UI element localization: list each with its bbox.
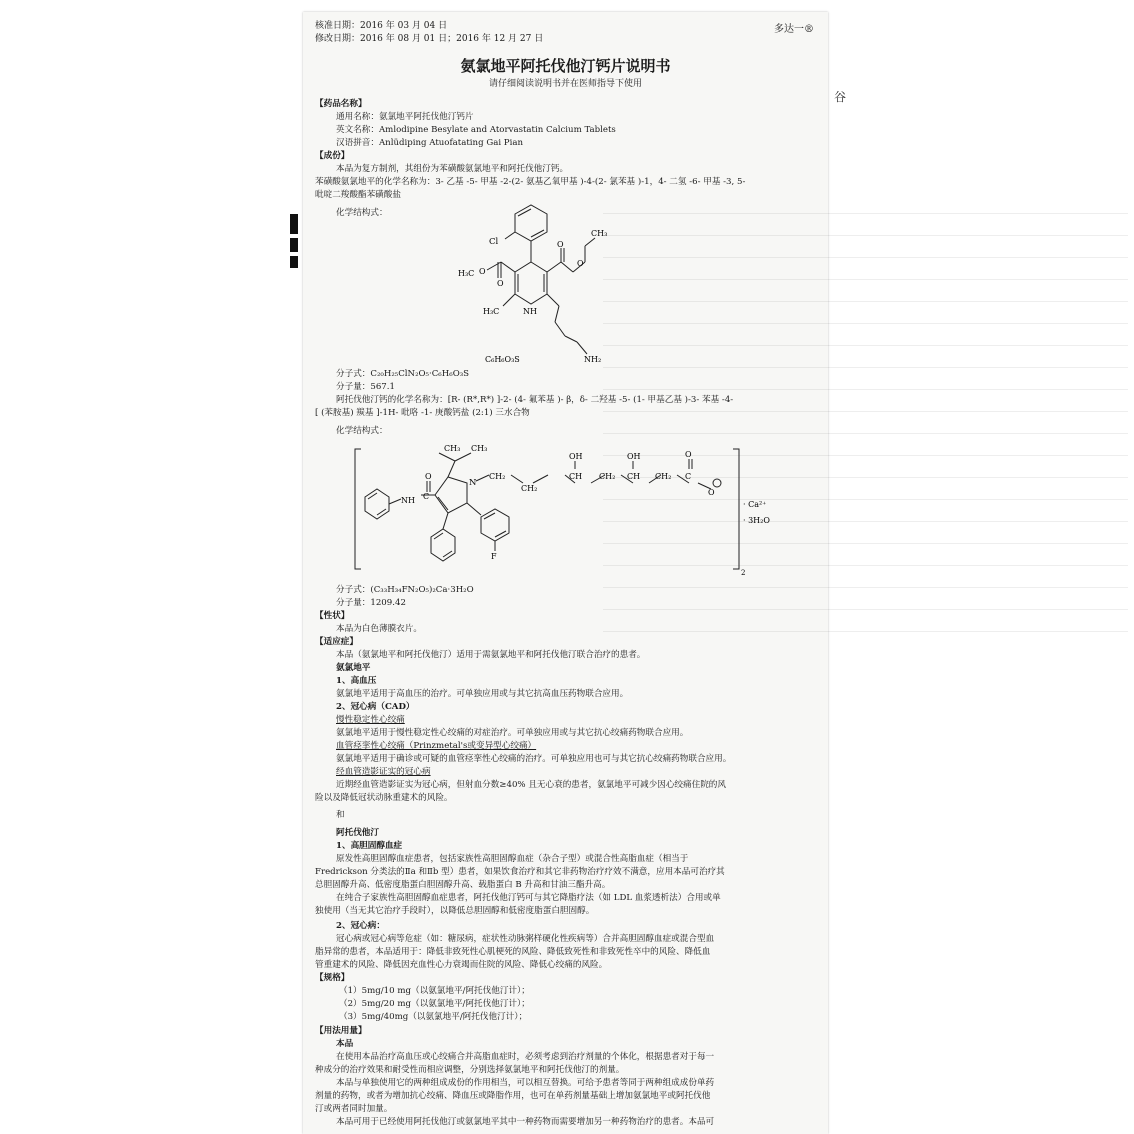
- angiography-title: 经血管造影证实的冠心病: [336, 767, 431, 777]
- composition-line: 吡啶二羧酸酯苯磺酸盐: [315, 190, 401, 200]
- english-name: 英文名称：Amlodipine Besylate and Atorvastatin Calcium Tablets: [336, 125, 616, 135]
- spec-item: （1）5mg/10 mg（以氨氯地平/阿托伐他汀计）；: [339, 986, 530, 996]
- dosage-text: 汀或两者同时加量。: [315, 1104, 393, 1114]
- subheading-this-product: 本品: [336, 1039, 354, 1049]
- hypercholesterolemia-text: Fredrickson 分类法的Ⅱa 和Ⅱb 型）患者，如果饮食治疗和其它非药物治疗疗效不满意，应用本品可治疗其: [315, 867, 725, 877]
- stable-angina-text: 氨氯地平适用于慢性稳定性心绞痛的对症治疗。可单独应用或与其它抗心绞痛药物联合应用。: [336, 728, 689, 738]
- chlorine-label: Cl: [489, 237, 499, 247]
- vasospastic-angina-title: 血管痉挛性心绞痛（Prinzmetal's或变异型心绞痛）: [336, 741, 537, 751]
- leaflet-page: [303, 12, 828, 1134]
- subscript-label: 2: [741, 569, 746, 577]
- oxygen-label: O: [685, 450, 692, 459]
- amlodipine-structure: [443, 202, 623, 367]
- nh-label: NH: [401, 496, 415, 505]
- subheading-hypercholesterolemia: 1、高胆固醇血症: [336, 841, 403, 851]
- angiography-text: 险以及降低冠状动脉重建术的风险。: [315, 793, 453, 803]
- ch2-label: CH₂: [599, 472, 616, 481]
- hypercholesterolemia-text: 原发性高胆固醇血症患者，包括家族性高胆固醇血症（杂合子型）或混合性高脂血症（相当于: [336, 854, 689, 864]
- fluorine-label: F: [491, 552, 497, 561]
- mw-atorvastatin: 分子量：1209.42: [336, 598, 406, 608]
- methyl-label: CH₃: [444, 444, 461, 453]
- document-subtitle: 请仔细阅读说明书并在医师指导下使用: [488, 79, 642, 89]
- subheading-chd: 2、冠心病：: [336, 921, 385, 931]
- structure-label: 化学结构式：: [336, 208, 388, 218]
- atorva-chem-name: [ (苯胺基) 羰基 ]-1H- 吡咯 -1- 庚酸钙盐 (2:1) 三水合物: [315, 408, 530, 418]
- chd-text: 冠心病或冠心病等危症（如：糖尿病，症状性动脉粥样硬化性疾病等）合并高胆固醇血症或混合型血: [336, 934, 715, 944]
- atorvastatin-structure: [343, 437, 813, 587]
- document-title: 氨氯地平阿托伐他汀钙片说明书: [460, 57, 671, 75]
- hydroxyl-label: OH: [627, 452, 641, 461]
- calcium-label: · Ca²⁺: [743, 500, 767, 509]
- formula-atorvastatin: 分子式：(C₃₃H₃₄FN₂O₅)₂Ca·3H₂O: [336, 585, 474, 595]
- approval-date: 核准日期：2016 年 03 月 04 日: [315, 21, 448, 31]
- subheading-atorvastatin: 阿托伐他汀: [336, 828, 379, 838]
- edge-fragment: 谷: [834, 90, 847, 104]
- ch2-label: CH₂: [489, 472, 506, 481]
- subheading-hypertension: 1、高血压: [336, 676, 377, 686]
- chd-text: 管重建术的风险、降低因充血性心力衰竭而住院的风险、降低心绞痛的风险。: [315, 960, 608, 970]
- dosage-text: 在使用本品治疗高血压或心绞痛合并高脂血症时，必须考虑到治疗剂量的个体化，根据患者对于每一: [336, 1052, 715, 1062]
- oxygen-label: O: [577, 259, 584, 268]
- oxygen-label: O: [479, 267, 486, 276]
- dosage-text: 本品与单独使用它的两种组成成份的作用相当，可以相互替换。可给予患者等同于两种组成成份单药: [336, 1078, 715, 1088]
- oxygen-label: O: [497, 279, 504, 288]
- scan-mark: [290, 214, 298, 234]
- dosage-text: 剂量的药物，或者为增加抗心绞痛、降血压或降脂作用，也可在单药剂量基础上增加氨氯地平或阿托伐他: [315, 1091, 711, 1101]
- oxygen-label: O: [425, 472, 432, 481]
- carbon-label: C: [423, 492, 430, 501]
- composition-line: 本品为复方制剂，其组份为苯磺酸氨氯地平和阿托伐他汀钙。: [336, 164, 569, 174]
- chd-text: 脂异常的患者，本品适用于：降低非致死性心肌梗死的风险、降低致死性和非致死性卒中的风险、降低血: [315, 947, 711, 957]
- subheading-cad: 2、冠心病（CAD）: [336, 702, 415, 712]
- spec-item: （3）5mg/40mg（以氨氯地平/阿托伐他汀计）；: [339, 1012, 528, 1022]
- oxygen-label: O: [557, 240, 564, 249]
- ch-label: CH: [627, 472, 641, 481]
- subheading-amlodipine: 氨氯地平: [336, 663, 371, 673]
- section-drug-name: 【药品名称】: [315, 99, 367, 109]
- indications-intro: 本品（氨氯地平和阿托伐他汀）适用于需氨氯地平和阿托伐他汀联合治疗的患者。: [336, 650, 646, 660]
- structure-label: 化学结构式：: [336, 426, 388, 436]
- vasospastic-angina-text: 氨氯地平适用于确诊或可疑的血管痉挛性心绞痛的治疗。可单独应用也可与其它抗心绞痛药物联合应用。: [336, 754, 732, 764]
- section-indications: 【适应症】: [315, 637, 358, 647]
- section-dosage: 【用法用量】: [315, 1026, 367, 1036]
- water-label: · 3H₂O: [743, 516, 770, 525]
- nh-label: NH: [523, 307, 537, 316]
- oxygen-label: O: [708, 488, 715, 497]
- pinyin-name: 汉语拼音：Anlüdiping Atuofatating Gai Pian: [336, 138, 523, 148]
- hypertension-text: 氨氯地平适用于高血压的治疗。可单独应用或与其它抗高血压药物联合应用。: [336, 689, 629, 699]
- scan-mark: [290, 238, 298, 252]
- dosage-text: 种成分的治疗效果和耐受性而相应调整，分别选择氨氯地平和阿托伐他汀的剂量。: [315, 1065, 625, 1075]
- methyl-ester-label: H₃C: [458, 269, 475, 278]
- ch-label: CH: [569, 472, 583, 481]
- formula-amlodipine: 分子式：C₂₀H₂₅ClN₂O₅·C₆H₆O₃S: [336, 369, 470, 379]
- nitrogen-label: N: [469, 478, 477, 488]
- ch2-label: CH₂: [521, 484, 538, 493]
- generic-name: 通用名称：氨氯地平阿托伐他汀钙片: [336, 112, 474, 122]
- scan-mark: [290, 256, 298, 268]
- besylate-label: C₆H₆O₃S: [485, 355, 520, 364]
- revision-date: 修改日期：2016 年 08 月 01 日；2016 年 12 月 27 日: [315, 34, 544, 44]
- angiography-text: 近期经血管造影证实为冠心病，但射血分数≥40% 且无心衰的患者，氨氯地平可减少因心绞痛住院的风: [336, 780, 726, 790]
- spec-item: （2）5mg/20 mg（以氨氯地平/阿托伐他汀计）；: [339, 999, 530, 1009]
- carbon-label: C: [685, 472, 692, 481]
- methyl-label: H₃C: [483, 307, 500, 316]
- hypercholesterolemia-text: 独使用（当无其它治疗手段时），以降低总胆固醇和低密度脂蛋白胆固醇。: [315, 906, 595, 916]
- ch2-label: CH₂: [655, 472, 672, 481]
- composition-line: 苯磺酸氨氯地平的化学名称为：3- 乙基 -5- 甲基 -2-(2- 氨基乙氧甲基 )-4-(2- 氯苯基 )-1，4- 二氢 -6- 甲基 -3, 5-: [315, 177, 746, 187]
- methyl-label: CH₃: [471, 444, 488, 453]
- amine-label: NH₂: [584, 355, 602, 364]
- atorva-chem-name: 阿托伐他汀钙的化学名称为：[R- (R*,R*) ]-2- (4- 氟苯基 )- β，δ- 二羟基 -5- (1- 甲基乙基 )-3- 苯基 -4-: [336, 395, 734, 405]
- dosage-text: 本品可用于已经使用阿托伐他汀或氨氯地平其中一种药物而需要增加另一种药物治疗的患者。本品可: [336, 1117, 715, 1127]
- hypercholesterolemia-text: 总胆固醇升高、低密度脂蛋白胆固醇升高、载脂蛋白 B 升高和甘油三酯升高。: [315, 880, 611, 890]
- hydroxyl-label: OH: [569, 452, 583, 461]
- mw-amlodipine: 分子量：567.1: [336, 382, 395, 392]
- section-specs: 【规格】: [315, 973, 350, 983]
- section-composition: 【成份】: [315, 151, 350, 161]
- hypercholesterolemia-text: 在纯合子家族性高胆固醇血症患者，阿托伐他汀钙可与其它降脂疗法（如 LDL 血浆透析法）合用或单: [336, 893, 721, 903]
- section-properties: 【性状】: [315, 611, 350, 621]
- brand-name: 多达一®: [774, 24, 814, 35]
- conjunction-and: 和: [336, 810, 345, 820]
- stable-angina-title: 慢性稳定性心绞痛: [336, 715, 405, 725]
- properties-text: 本品为白色薄膜衣片。: [336, 624, 422, 634]
- methyl-label: CH₃: [591, 229, 608, 238]
